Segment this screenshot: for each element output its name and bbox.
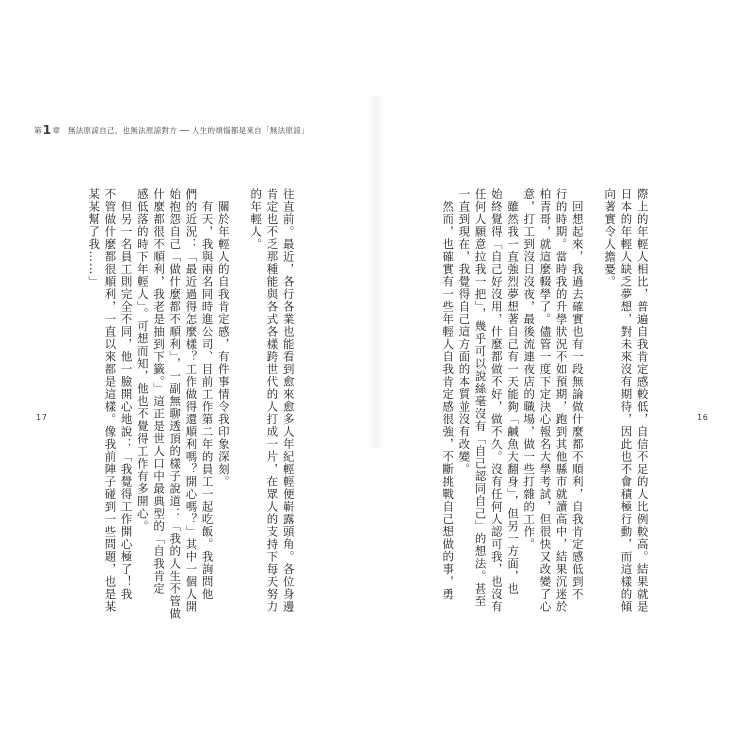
chapter-number: 1	[42, 123, 52, 137]
text-line: 意，打工到沒日沒夜，最後流連夜店的職場，做一些打雜的工作。	[522, 188, 537, 551]
text-line: 雖然我一直強烈夢想著自己有一天能夠「鹹魚大翻身」，但另一方面，也	[506, 188, 521, 595]
text-line: 向著實令人擔憂。	[603, 188, 618, 288]
page-number-right: 16	[697, 413, 709, 422]
text-line: 然而，也確實有一些年輕人自我肯定感很強，不斷挑戰自己想做的事，勇	[441, 188, 456, 601]
text-line: 的年輕人。	[249, 188, 264, 251]
text-line: 際上的年輕人相比，普遍自我肯定感較低，自信不足的人比例較高。結果就是	[635, 188, 650, 613]
text-line: 肯定也不乏那種能與各式各樣跨世代的人打成一片，在眾人的支持下每天努力	[265, 188, 280, 613]
text-line: 有天，我與兩名同時進公司、目前工作第二年的員工一起吃飯。我詢問他	[200, 188, 215, 601]
text-line	[232, 188, 248, 620]
text-line: 什麼都很不順利，我老是抽到下籤。」這正是世人口中最典型的「自我肯定	[152, 188, 167, 595]
text-line: 不管做什麼都很順利，一直以來都是這樣。像我前陣子碰到一些問題，也是某	[103, 188, 118, 613]
text-line: 某某幫了我……」	[87, 188, 102, 288]
text-line: 行的時期。當時我的升學狀況不如預期，跑到其他縣市就讀高中，結果沉迷於	[554, 188, 569, 613]
text-line	[586, 188, 602, 613]
text-line: 但另一名員工則完全不同，他一臉開心地說：「我覺得工作開心極了！我	[119, 188, 134, 601]
text-line: 日本的年輕人缺乏夢想，對未來沒有期待，因此也不會積極行動，而這樣的傾	[619, 188, 634, 613]
text-line: 們的近況：「最近過得怎麼樣？工作做得還順利嗎？開心嗎？」其中一個人開	[184, 188, 199, 613]
text-line: 回想起來，我過去確實也有一段無論做什麼都不順利，自我肯定感低到不	[570, 188, 585, 601]
left-page-text	[86, 188, 297, 620]
chapter-prefix: 第	[34, 126, 42, 135]
text-line: 柏青哥，就這麼輟學了。儘管一度下定決心報名大學考試，但很快又改變了心	[538, 188, 553, 613]
text-line: 任何人願意拉我一把」，幾乎可以說絲毫沒有「自己認同自己」的想法。甚至	[473, 188, 488, 608]
text-line: 往直前。最近，各行各業也能看到愈來愈多人年紀輕輕便嶄露頭角。各位身邊	[281, 188, 296, 613]
page-number-left: 17	[36, 413, 48, 422]
chapter-suffix: 章	[52, 126, 61, 135]
text-line: 一直到現在，我覺得自己這方面的本質並沒有改變。	[457, 188, 472, 476]
text-line: 關於年輕人的自我肯定感，有件事情令我印象深刻。	[216, 188, 231, 488]
text-line: 始終覺得「自己好沒用，什麼都做不好，做不久。沒有任何人認可我，也沒有	[489, 188, 504, 613]
running-head-title: 無法原諒自己，也無法原諒對方 ── 人生的煩惱都是來自「無法原諒」	[67, 126, 309, 135]
text-line: 始抱怨自己「做什麼都不順利」，一副無聊透頂的樣子說道：「我的人生不管做	[168, 188, 183, 620]
text-line: 感低落的時下年輕人」。可想而知，他也不覺得工作有多開心。	[135, 188, 150, 533]
right-page-text	[440, 188, 651, 613]
running-head	[34, 123, 309, 137]
